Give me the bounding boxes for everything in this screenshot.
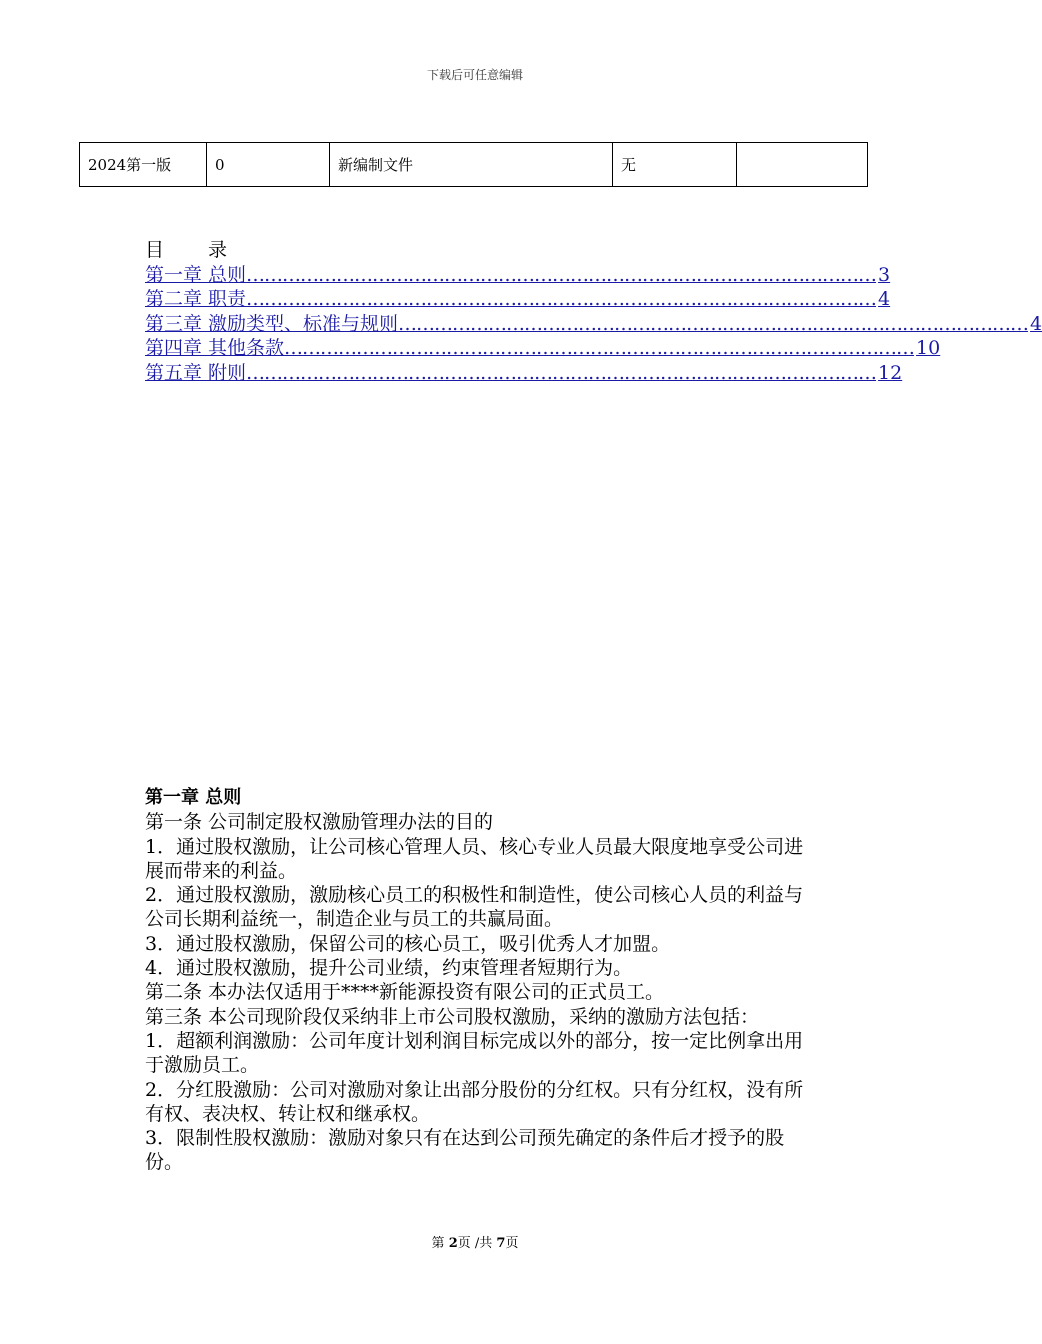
toc-entry-page: 3 bbox=[878, 263, 891, 286]
toc-entry-title: 第五章 附则 bbox=[145, 361, 247, 384]
toc-link-chapter-3[interactable] bbox=[145, 312, 1042, 337]
toc-entry-page: 4 bbox=[1030, 312, 1042, 335]
footer-middle: 页 /共 bbox=[457, 1236, 497, 1251]
footer-suffix: 页 bbox=[505, 1236, 519, 1251]
toc-entry-title: 第三章 激励类型、标准与规则 bbox=[145, 312, 399, 335]
toc-leader: …………………………………………………………………………………………… bbox=[284, 337, 915, 359]
paragraph: 3．通过股权激励，保留公司的核心员工，吸引优秀人才加盟。 bbox=[145, 932, 671, 955]
toc-title-part1: 目 bbox=[145, 239, 165, 261]
paragraph: 2．分红股激励：公司对激励对象让出部分股份的分红权。只有分红权，没有所有权、表决权、转让权和继承权。 bbox=[145, 1078, 804, 1125]
paragraph: 1．通过股权激励，让公司核心管理人员、核心专业人员最大限度地享受公司进展而带来的利益。 bbox=[145, 835, 804, 882]
toc-leader: …………………………………………………………………………………………… bbox=[246, 263, 877, 286]
paragraph: 3．限制性股权激励：激励对象只有在达到公司预先确定的条件后才授予的股份。 bbox=[145, 1127, 785, 1174]
document-body bbox=[145, 786, 807, 1175]
toc-link-chapter-2[interactable] bbox=[145, 287, 891, 312]
revision-table bbox=[79, 142, 868, 187]
toc-entry-page: 12 bbox=[878, 361, 903, 384]
table-of-contents bbox=[145, 238, 1042, 385]
toc-entry-title: 第一章 总则 bbox=[145, 263, 247, 286]
revision-number-cell: 0 bbox=[207, 143, 330, 187]
toc-leader: …………………………………………………………………………………………… bbox=[246, 361, 877, 384]
toc-title bbox=[145, 238, 803, 263]
table-row bbox=[80, 143, 868, 187]
toc-title-part2: 录 bbox=[208, 239, 228, 261]
toc-link-chapter-4[interactable] bbox=[145, 336, 941, 361]
toc-leader: …………………………………………………………………………………………… bbox=[398, 312, 1029, 335]
paragraph: 第三条 本公司现阶段仅采纳非上市公司股权激励，采纳的激励方法包括： bbox=[145, 1005, 760, 1028]
toc-link-chapter-5[interactable] bbox=[145, 361, 903, 386]
paragraph: 1．超额利润激励：公司年度计划利润目标完成以外的部分，按一定比例拿出用于激励员工。 bbox=[145, 1029, 804, 1077]
toc-entry-title: 第二章 职责 bbox=[145, 288, 247, 310]
extra-cell bbox=[737, 143, 868, 187]
paragraph: 2．通过股权激励，激励核心员工的积极性和制造性，使公司核心人员的利益与公司长期利益统一，制造企业与员工的共赢局面。 bbox=[145, 884, 804, 931]
page-header-note: 下载后可任意编辑 bbox=[426, 68, 523, 82]
toc-link-chapter-1[interactable] bbox=[145, 263, 891, 288]
description-cell: 新编制文件 bbox=[330, 143, 613, 187]
total-page-count: 7 bbox=[496, 1236, 506, 1251]
toc-leader: …………………………………………………………………………………………… bbox=[246, 288, 877, 310]
remark-cell: 无 bbox=[613, 143, 737, 187]
toc-entry-title: 第四章 其他条款 bbox=[145, 337, 285, 359]
version-cell: 2024第一版 bbox=[80, 143, 207, 187]
current-page-number: 2 bbox=[448, 1236, 458, 1251]
paragraph: 第二条 本办法仅适用于****新能源投资有限公司的正式员工。 bbox=[145, 981, 665, 1004]
chapter-title: 第一章 总则 bbox=[145, 787, 242, 808]
paragraph: 第一条 公司制定股权激励管理办法的目的 bbox=[145, 811, 494, 834]
paragraph: 4．通过股权激励，提升公司业绩，约束管理者短期行为。 bbox=[145, 957, 633, 980]
toc-entry-page: 4 bbox=[878, 288, 891, 310]
page-footer bbox=[0, 1232, 950, 1251]
toc-entry-page: 10 bbox=[916, 337, 941, 359]
footer-prefix: 第 bbox=[431, 1236, 449, 1251]
